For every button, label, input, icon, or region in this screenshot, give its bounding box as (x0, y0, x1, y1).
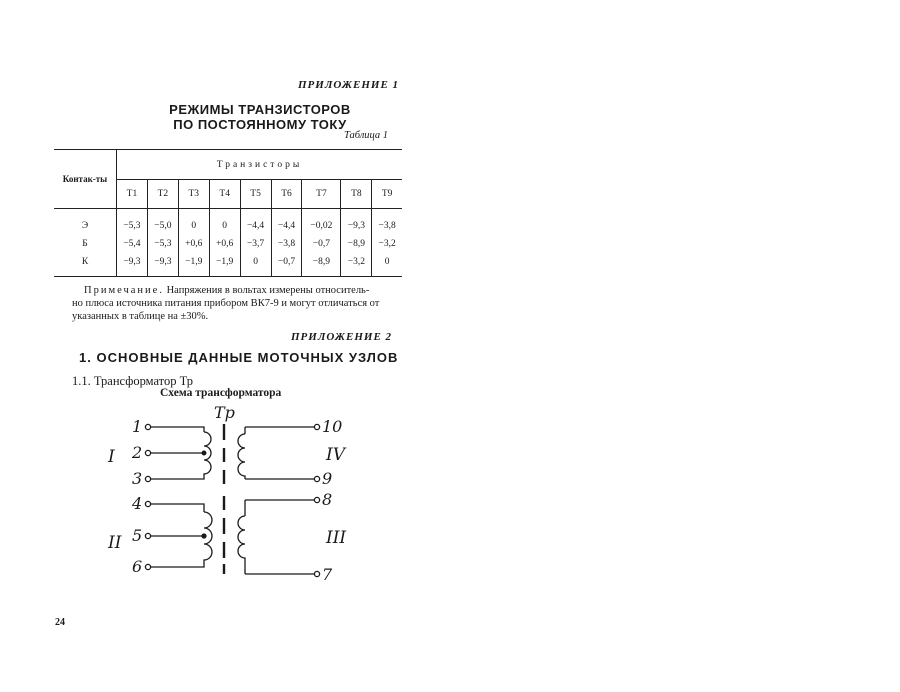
winding-label-iii: III (326, 528, 347, 548)
pin-label-1: 1 (132, 417, 143, 436)
note-line-2: но плюса источника питания прибором ВК7-9 и могут отличаться от (72, 298, 380, 309)
col-header: T1 (117, 180, 148, 209)
table-cell: −9,3 (147, 254, 178, 277)
col-header: T7 (302, 180, 341, 209)
pin-label-5: 5 (132, 526, 143, 545)
pin-label-8: 8 (322, 490, 333, 509)
winding-iii-coil (238, 516, 245, 574)
note-line-3: указанных в таблице на ±30%. (72, 311, 209, 322)
contacts-header: Контак-ты (54, 150, 117, 209)
transformer-schematic (100, 400, 360, 590)
table-cell: −3,8 (271, 235, 302, 254)
subsection-title: 1.1. Трансформатор Тр (72, 374, 194, 388)
table-cell: −9,3 (117, 254, 148, 277)
table-cell: 0 (372, 254, 402, 277)
row-label: Б (54, 235, 117, 254)
table-cell: −1,9 (209, 254, 240, 277)
title-line-2: ПО ПОСТОЯННОМУ ТОКУ (173, 117, 347, 132)
note-line-1: Напряжения в вольтах измерены относитель- (166, 285, 370, 296)
table-cell: −0,7 (271, 254, 302, 277)
col-header: T8 (341, 180, 372, 209)
pin-2-terminal (145, 450, 150, 455)
table-cell: −1,9 (178, 254, 209, 277)
pin-label-6: 6 (132, 557, 143, 576)
row-label: К (54, 254, 117, 277)
table-row (54, 254, 402, 277)
table-row (54, 209, 402, 235)
col-header: T3 (178, 180, 209, 209)
table-cell: 0 (178, 209, 209, 235)
note-label: Примечание. (84, 285, 164, 296)
pin-label-9: 9 (322, 469, 333, 488)
col-header: T2 (147, 180, 178, 209)
table-cell: +0,6 (178, 235, 209, 254)
winding-label-i: I (108, 447, 115, 467)
table-cell: −3,8 (378, 220, 396, 231)
page-title (130, 102, 390, 132)
transistor-modes-table (54, 149, 402, 277)
pin-9-terminal (314, 476, 319, 481)
winding-i-coil (151, 432, 211, 479)
table-cell: −9,3 (341, 209, 372, 235)
pin-label-3: 3 (132, 469, 143, 488)
table-cell: −3,2 (378, 239, 396, 249)
pin-3-terminal (145, 476, 150, 481)
table-note (84, 284, 404, 297)
table-cell: −5,0 (147, 209, 178, 235)
table-cell: −8,9 (302, 254, 341, 277)
appendix-1-label: ПРИЛОЖЕНИЕ 1 (298, 79, 400, 91)
table-cell: −0,02 (302, 209, 341, 235)
pin-label-4: 4 (132, 494, 143, 513)
winding-ii-coil (151, 512, 212, 567)
table-row (54, 235, 402, 254)
pin-6-terminal (145, 564, 150, 569)
pin-7-terminal (314, 571, 319, 576)
title-line-1: РЕЖИМЫ ТРАНЗИСТОРОВ (169, 102, 351, 117)
table-cell: −5,3 (117, 209, 148, 235)
winding-iv-coil (238, 434, 245, 479)
page-number: 24 (55, 617, 65, 628)
appendix-2-label: ПРИЛОЖЕНИЕ 2 (291, 331, 393, 343)
pin-4-terminal (145, 501, 150, 506)
table-cell: 0 (209, 209, 240, 235)
pin-label-10: 10 (322, 417, 343, 436)
col-header: T5 (240, 180, 271, 209)
table-caption: Таблица 1 (344, 130, 389, 141)
table-cell: −3,7 (240, 235, 271, 254)
scheme-title: Схема трансформатора (160, 387, 282, 399)
row-label: Э (54, 209, 117, 235)
col-header: T6 (271, 180, 302, 209)
table-cell: +0,6 (209, 235, 240, 254)
table-cell: −8,9 (341, 235, 372, 254)
pin-label-2: 2 (132, 443, 143, 462)
table-cell: −0,7 (302, 235, 341, 254)
table-cell: −4,4 (271, 209, 302, 235)
table-cell: −5,3 (147, 235, 178, 254)
pin-10-terminal (314, 424, 319, 429)
pin-1-terminal (145, 424, 150, 429)
transformer-label: Тр (214, 403, 235, 422)
table-cell: −3,2 (341, 254, 372, 277)
pin-label-7: 7 (322, 565, 333, 584)
col-header: T9 (372, 180, 402, 209)
table-cell: −5,4 (117, 235, 148, 254)
col-header: T4 (209, 180, 240, 209)
table-cell: −4,4 (240, 209, 271, 235)
table-cell: 0 (240, 254, 271, 277)
pin-8-terminal (314, 497, 319, 502)
transistors-group-header: Транзисторы (117, 150, 403, 180)
pin-5-terminal (145, 533, 150, 538)
winding-label-ii: II (108, 533, 122, 553)
winding-label-iv: IV (326, 445, 345, 465)
section-title: 1. ОСНОВНЫЕ ДАННЫЕ МОТОЧНЫХ УЗЛОВ (79, 350, 399, 365)
